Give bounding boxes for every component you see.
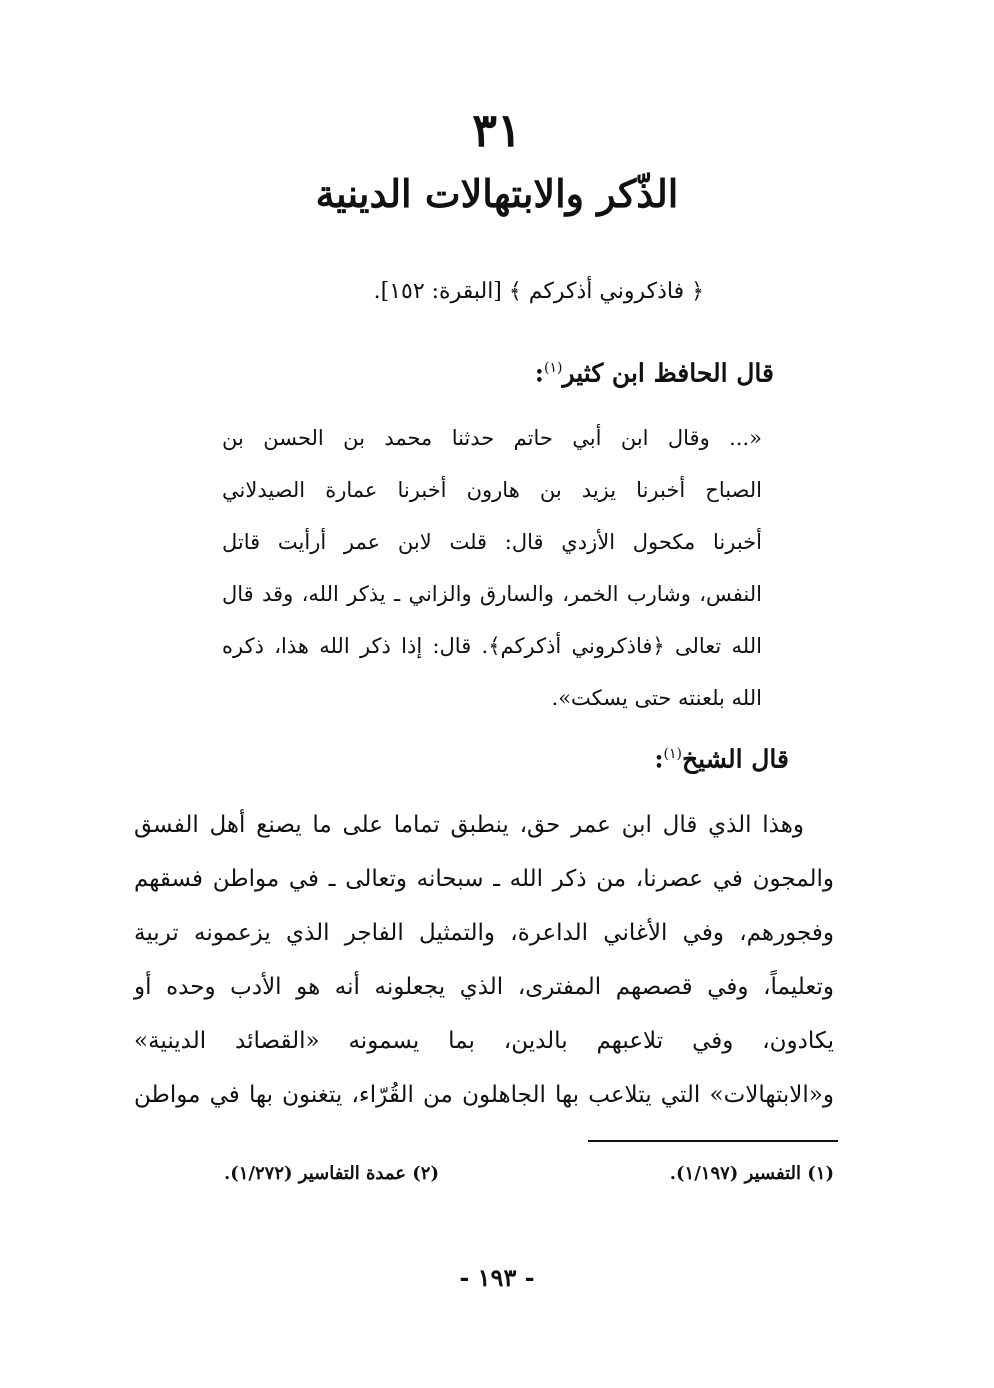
footnote-divider: [588, 1140, 838, 1142]
body-line: يكادون، وفي تلاعبهم بالدين، بما يسمونه «القصائد الدينية»: [134, 1028, 834, 1054]
chapter-title: الذّكر والابتهالات الدينية: [315, 171, 679, 216]
page-number: - ١٩٣ -: [459, 1263, 535, 1292]
shaykh-commentary: [134, 798, 834, 1122]
quote-line: «... وقال ابن أبي حاتم حدثنا محمد بن الحسن بن: [222, 426, 762, 450]
footnote-marker: (١): [663, 746, 683, 762]
quote-line: الصباح أخبرنا يزيد بن هارون أخبرنا عمارة الصيدلاني: [222, 478, 762, 502]
body-line: وفجورهم، وفي الأغاني الداعرة، والتمثيل الفاجر الذي يزعمونه تربية: [134, 920, 834, 946]
body-line: وهذا الذي قال ابن عمر حق، ينطبق تماما على ما يصنع أهل الفسق: [134, 812, 804, 838]
chapter-number: ٣١: [472, 103, 522, 157]
heading-text: قال الشيخ: [682, 744, 789, 774]
heading-text: قال الحافظ ابن كثير: [562, 358, 774, 388]
quote-line: النفس، وشارب الخمر، والسارق والزاني ـ يذكر الله، وقد قال: [222, 582, 762, 606]
section-heading-shaykh: [654, 732, 789, 781]
section-heading-ibn-kathir: [535, 346, 774, 395]
body-line: وتعليماً، وفي قصصهم المفترى، الذي يجعلونه أنه هو الأدب وحده أو: [134, 974, 834, 1000]
quote-line: الله بلعنته حتى يسكت».: [551, 686, 762, 710]
body-line: و«الابتهالات» التي يتلاعب بها الجاهلون من القُرّاء، يتغنون بها في مواطن: [134, 1082, 834, 1108]
quote-line: أخبرنا مكحول الأزدي قال: قلت لابن عمر أرأيت قاتل: [222, 530, 762, 554]
quran-epigraph: ﴿ فاذكروني أذكركم ﴾ [البقرة: ١٥٢].: [373, 279, 704, 304]
heading-colon: :: [534, 358, 544, 388]
footnote-marker: (١): [543, 360, 563, 376]
footnote-1: (١) التفسير (١/١٩٧).: [669, 1163, 834, 1184]
footnote-2: (٢) عمدة التفاسير (١/٢٧٢).: [223, 1163, 439, 1184]
ibn-kathir-quote: [222, 412, 762, 724]
quote-line: الله تعالى ﴿فاذكروني أذكركم﴾. قال: إذا ذكر الله هذا، ذكره: [222, 634, 762, 658]
body-line: والمجون في عصرنا، من ذكر الله ـ سبحانه وتعالى ـ في مواطن فسقهم: [134, 866, 834, 892]
heading-colon: :: [654, 744, 664, 774]
